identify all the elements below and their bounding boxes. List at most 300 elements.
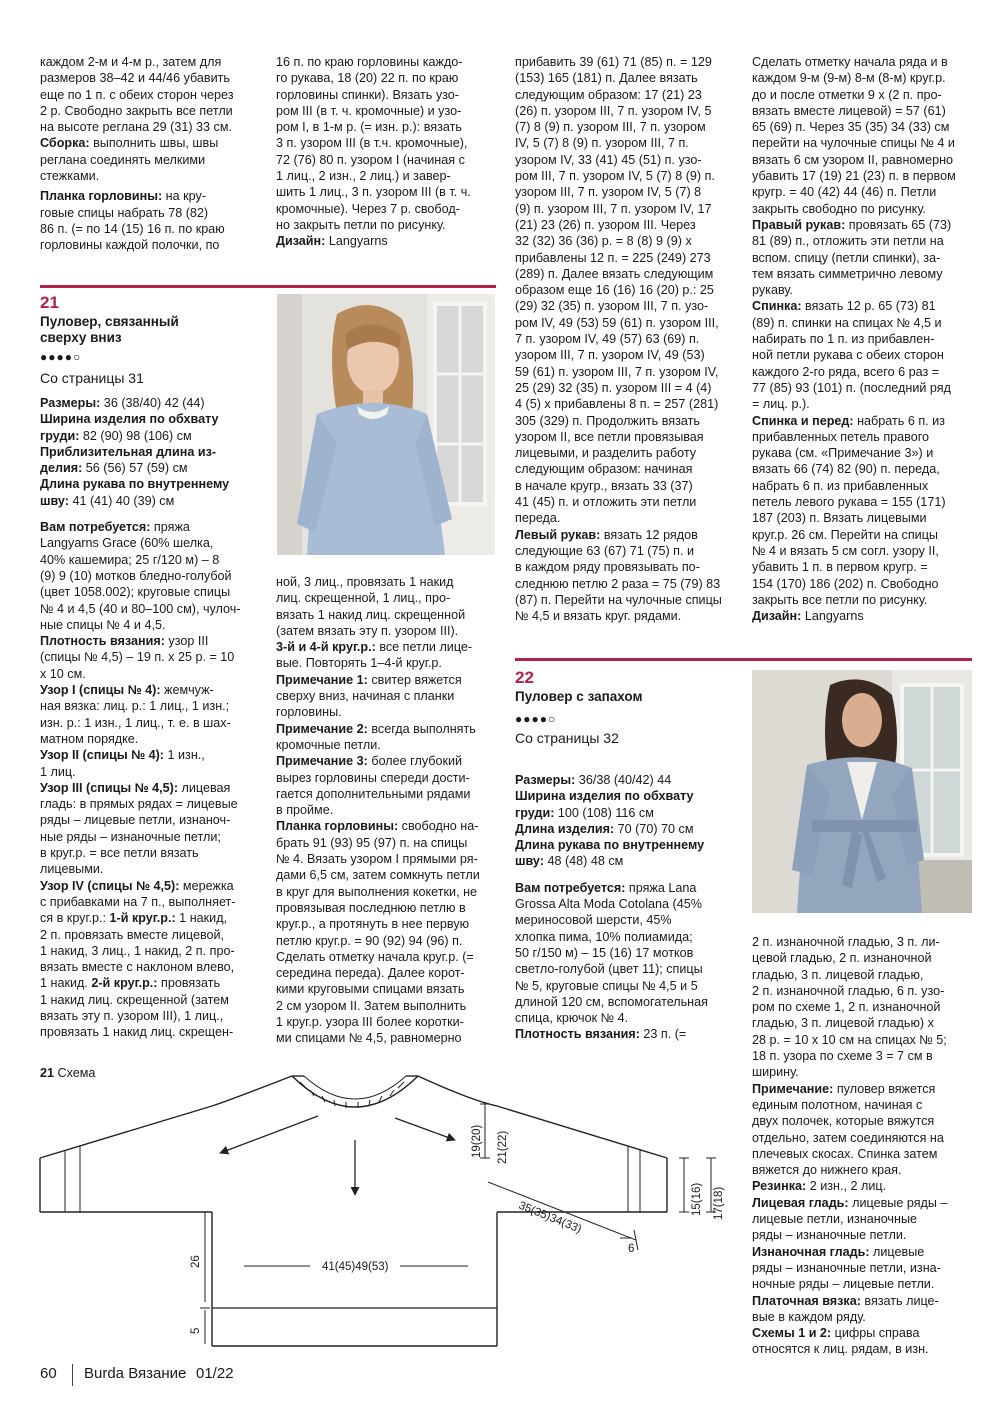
text-line — [752, 1178, 974, 1194]
text-line — [40, 715, 264, 731]
text-plain: 48 (48) 48 см — [543, 854, 624, 869]
text-line — [40, 731, 264, 747]
text-plain: ряды – изнаночные петли. — [752, 1228, 907, 1243]
text-line — [515, 347, 737, 363]
text-plain: ся в круг.р.: — [40, 911, 110, 926]
text-plain: 2 п. провязать вместе лицевой, — [40, 927, 225, 942]
text-plain: 1 накид, — [175, 911, 228, 926]
text-plain: вязать вместе с наклоном влево, — [40, 960, 235, 975]
text-plain: узор III — [164, 634, 209, 649]
text-plain: 1 накид лиц. скрещенной (затем — [40, 992, 229, 1007]
text-line — [276, 835, 498, 851]
footer-magazine: Burda Вязание — [84, 1365, 187, 1382]
text-plain: петлю круг.р. = 90 (92) 94 (96) п. — [276, 933, 463, 948]
text-line — [276, 884, 498, 900]
text-line — [40, 1024, 264, 1040]
schema-measure-sleeve: 35(35)34(33) — [516, 1199, 584, 1236]
text-plain: (29) 32 (35) п. узором III, 7 п. узо- — [515, 299, 709, 314]
text-line — [276, 721, 498, 737]
text-bold: Примечание 3: — [276, 754, 368, 769]
text-plain: следующим образом: начиная — [515, 462, 693, 477]
text-plain: ром по схеме 1, 2 п. изнаночной — [752, 1000, 941, 1015]
text-plain: лицевыми, и разделить работу — [515, 446, 697, 461]
text-line — [40, 411, 264, 427]
text-line — [276, 916, 498, 932]
text-bold: Длина рукава по внутреннему — [515, 838, 705, 853]
text-line — [40, 568, 264, 584]
text-line — [276, 949, 498, 965]
text-line — [752, 119, 974, 135]
text-line — [752, 266, 974, 282]
text-plain: 77 (85) 93 (101) п. (последний ряд — [752, 380, 951, 395]
text-line — [752, 70, 974, 86]
text-line — [276, 900, 498, 916]
text-line — [276, 786, 498, 802]
text-plain: в начале кругр., вязать 33 (37) — [515, 478, 693, 493]
text-plain: го рукава, 18 (20) 22 п. по краю — [276, 71, 459, 86]
text-line — [276, 965, 498, 981]
schema-measure-cuff-a: 15(16) — [691, 1182, 703, 1216]
text-plain: ширину. — [752, 1065, 799, 1080]
text-plain: Langyarns — [325, 234, 388, 249]
schema-left-shoulder — [212, 1076, 292, 1106]
text-plain: узором III, 7 п. узором IV, 49 (53) — [515, 348, 705, 363]
text-line — [276, 933, 498, 949]
text-bold: Схемы 1 и 2: — [752, 1326, 832, 1341]
text-plain: шить 1 лиц., 3 п. узором III (в т. ч. — [276, 185, 471, 200]
text-plain: (153) 165 (181) п. Далее вязать — [515, 71, 698, 86]
text-plain: 7 п. узором IV, 49 (57) 63 (69) п. — [515, 332, 700, 347]
text-line — [40, 633, 264, 649]
footer-separator — [72, 1364, 73, 1386]
text-line — [276, 607, 498, 623]
text-line — [515, 929, 740, 945]
text-plain: вязать 12 р. 65 (73) 81 — [801, 299, 936, 314]
text-bold: Левый рукав: — [515, 527, 601, 542]
text-line — [40, 460, 264, 476]
text-plain: прибавить 39 (61) 71 (85) п. = 129 — [515, 55, 712, 69]
text-line — [276, 655, 498, 671]
text-line — [40, 845, 264, 861]
text-line — [752, 494, 974, 510]
text-plain: на высоте реглана 29 (31) 33 см. — [40, 120, 232, 135]
text-line — [40, 584, 264, 600]
col1-mid-text — [40, 395, 264, 1041]
text-line — [276, 135, 498, 151]
schema-left-sleeve-top — [40, 1106, 212, 1158]
text-line — [752, 559, 974, 575]
footer-issue: 01/22 — [196, 1365, 234, 1382]
text-bold: Примечание 2: — [276, 721, 368, 736]
text-plain: круг.р., а протянуть в нее первую — [276, 917, 470, 932]
text-bold: Вам потребуется: — [40, 520, 151, 535]
text-plain: еще по 1 п. с обеих сторон через — [40, 87, 234, 102]
text-plain: ной петли рукава с обеих сторон — [752, 348, 944, 363]
text-bold: 3-й и 4-й круг.р.: — [276, 640, 376, 655]
text-line — [515, 54, 737, 70]
text-bold: Плотность вязания: — [40, 634, 165, 649]
text-plain: 2 п. изнаночной гладью, 3 п. ли- — [752, 935, 940, 949]
text-plain: единым полотном, начиная с — [752, 1097, 923, 1112]
text-line — [276, 54, 498, 70]
text-plain: ная вязка: лиц. р.: 1 лиц., 1 изн.; — [40, 699, 230, 714]
col4-bottom-text — [752, 934, 974, 1358]
text-plain: рукаву. — [752, 283, 793, 298]
section-21-rule — [40, 285, 496, 288]
text-line — [752, 347, 974, 363]
text-plain: кими круговыми спицами вязать — [276, 982, 465, 997]
text-plain: № 4. Вязать узором I прямыми ря- — [276, 852, 478, 867]
text-plain: ные ряды – изнаночные петли; — [40, 829, 221, 844]
text-line — [276, 672, 498, 688]
text-plain: ром IV, 49 (53) 59 (61) п. узором III, — [515, 315, 719, 330]
text-line — [40, 992, 264, 1008]
text-line — [752, 510, 974, 526]
text-plain: лицевые петли, изнаночные — [752, 1212, 918, 1227]
text-plain: кромочные). Через 7 р. свобод- — [276, 201, 460, 216]
text-plain: образом еще 16 (16) 16 (20) р.: 25 — [515, 283, 714, 298]
text-plain: № 5, круговые спицы № 4,5 и 5 — [515, 978, 698, 993]
text-plain: 305 (329) п. Продолжить вязать — [515, 413, 700, 428]
text-plain: лицевые — [869, 1244, 925, 1259]
text-bold: груди: — [515, 805, 555, 820]
text-bold: Размеры: — [40, 396, 101, 410]
text-line — [752, 54, 974, 70]
text-line — [515, 119, 737, 135]
schema-arrow-left — [220, 1116, 318, 1153]
text-bold: Узор II (спицы № 4): — [40, 748, 165, 763]
text-line — [515, 266, 737, 282]
text-plain: следующие 63 (67) 71 (75) п. и — [515, 543, 695, 558]
text-line — [515, 978, 740, 994]
text-plain: ром III, 7 п. узором IV, 5 (7) 8 (9) п. — [515, 169, 715, 184]
text-line — [515, 135, 737, 151]
text-plain: набирать по 1 п. из прибавлен- — [752, 332, 935, 347]
text-plain: кромочные петли. — [276, 737, 381, 752]
text-plain: ром III (в т. ч. кромочные) и узо- — [276, 103, 462, 118]
schema-arrow-right — [395, 1118, 455, 1140]
text-line — [40, 975, 264, 991]
text-plain: 1 круг.р. узора III более коротки- — [276, 1015, 464, 1030]
text-line — [40, 476, 264, 492]
text-plain: 187 (203) п. Вязать лицевыми — [752, 511, 927, 526]
text-line — [515, 298, 737, 314]
text-plain: плечевых скосах. Спинка затем — [752, 1146, 938, 1161]
text-line — [752, 250, 974, 266]
text-plain: лицевыми. — [40, 862, 104, 877]
schema-measure-body: 26 — [190, 1255, 202, 1268]
text-bold: Дизайн: — [752, 609, 802, 624]
text-plain: 154 (170) 186 (202) п. Свободно — [752, 576, 939, 591]
text-line — [752, 364, 974, 380]
text-line — [276, 802, 498, 818]
text-plain: лицевые ряды – — [848, 1195, 948, 1210]
text-plain: 56 (56) 57 (59) см — [82, 461, 188, 476]
text-line — [276, 201, 498, 217]
text-line — [276, 119, 498, 135]
text-plain: вязать вместе лицевой) = 57 (61) — [752, 103, 946, 118]
text-line — [40, 119, 262, 135]
text-bold: Ширина изделия по обхвату — [40, 412, 219, 427]
text-plain: 4 (5) х прибавлены 8 п. = 257 (281) — [515, 397, 719, 412]
text-bold: Планка горловины: — [276, 819, 399, 834]
text-plain: матном порядке. — [40, 731, 139, 746]
text-plain: ряды – изнаночные петли, изна- — [752, 1260, 941, 1275]
text-line — [40, 552, 264, 568]
text-line — [40, 395, 264, 411]
section-21-title — [40, 314, 179, 346]
text-line — [752, 1162, 974, 1178]
text-line — [752, 1146, 974, 1162]
text-line — [752, 152, 974, 168]
schema-label-number: 21 — [40, 1066, 55, 1080]
text-plain: рукава (см. «Примечание 3») и — [752, 446, 934, 461]
text-plain: вязать эту п. узором III), 1 лиц., — [40, 1008, 224, 1023]
text-bold: Узор I (спицы № 4): — [40, 683, 161, 698]
section-21-title-line2: сверху вниз — [40, 330, 122, 345]
text-plain: 25 (29) 32 (35) п. узором III = 4 (4) — [515, 380, 712, 395]
text-line — [40, 747, 264, 763]
text-plain: Сделать отметку начала круг.р. (= — [276, 949, 474, 964]
text-plain: 70 (70) 70 см — [614, 821, 694, 836]
text-line — [276, 998, 498, 1014]
text-plain: горловины. — [276, 705, 342, 720]
text-line — [752, 217, 974, 233]
text-plain: № 4,5 и вязать круг. рядами. — [515, 609, 682, 624]
text-line — [276, 851, 498, 867]
text-plain: 28 р. = 10 х 10 см на спицах № 5; — [752, 1032, 947, 1047]
section-22-difficulty: ●●●●○ — [515, 712, 557, 726]
text-plain: длиной 120 см, вспомогательная — [515, 994, 708, 1009]
text-plain: 1 накид, 3 лиц., 1 накид, 2 п. про- — [40, 943, 235, 958]
text-plain: петель левого рукава = 155 (171) — [752, 495, 946, 510]
text-line — [515, 217, 737, 233]
text-line — [515, 896, 740, 912]
text-plain: 82 (90) 98 (106) см — [79, 428, 192, 443]
text-bold: Вам потребуется: — [515, 880, 626, 895]
text-plain: каждом 2-м и 4-м р., затем для — [40, 55, 222, 69]
text-plain: провязать 65 (73) — [845, 217, 952, 232]
text-line — [40, 152, 262, 168]
text-plain: цифры справа — [831, 1326, 920, 1341]
text-bold: Дизайн: — [276, 234, 326, 249]
text-bold: Размеры: — [515, 773, 576, 787]
text-line — [752, 1341, 974, 1357]
text-line — [515, 315, 737, 331]
text-line — [515, 461, 737, 477]
text-line — [752, 1244, 974, 1260]
text-plain: ной, 3 лиц., провязать 1 накид — [276, 575, 454, 589]
text-line — [515, 527, 737, 543]
col2-mid-text — [276, 574, 498, 1047]
text-line — [515, 853, 740, 869]
text-plain: (87) п. Перейти на чулочные спицы — [515, 592, 722, 607]
text-plain: 59 (61) п. узором III, 7 п. узором IV, — [515, 364, 719, 379]
text-plain: но закрыть петли по рисунку. — [276, 217, 446, 232]
text-plain: (89) п. спинки на спицах № 4,5 и — [752, 315, 942, 330]
text-line — [515, 168, 737, 184]
text-line — [276, 574, 498, 590]
text-plain: в пройме. — [276, 803, 334, 818]
text-plain: вязать лице- — [860, 1293, 939, 1308]
text-plain: двух полочек, которые вяжутся — [752, 1114, 935, 1129]
text-line — [40, 910, 264, 926]
text-line — [515, 364, 737, 380]
text-plain: размеров 38–42 и 44/46 убавить — [40, 71, 230, 86]
text-bold: шву: — [40, 493, 69, 508]
text-line — [515, 608, 737, 624]
text-plain: 100 (108) 116 см — [554, 805, 654, 820]
text-plain: узором IV, 33 (41) 45 (51) п. узо- — [515, 152, 702, 167]
text-line — [40, 829, 264, 845]
text-plain: (цвет 1058.002); круговые спицы — [40, 585, 231, 600]
text-plain: ми спицами № 4,5, равномерно — [276, 1031, 462, 1046]
text-line — [40, 535, 264, 551]
text-plain: ром I, в 1-м р. (= изн. р.): вязать — [276, 120, 462, 135]
text-plain: следнюю петлю 2 раза = 75 (79) 83 — [515, 576, 721, 591]
text-line — [276, 152, 498, 168]
text-plain: 36/38 (40/42) 44 — [575, 773, 672, 787]
text-line — [515, 837, 740, 853]
text-plain: 2 р. Свободно закрыть все петли — [40, 103, 233, 118]
text-line — [40, 205, 262, 221]
text-plain: горловины спинки). Вязать узо- — [276, 87, 459, 102]
text-plain: 18 п. узора по схеме 3 = 7 см в — [752, 1049, 933, 1064]
text-plain: лицевая — [178, 780, 231, 795]
text-plain: относятся к лиц. рядам, в изн. — [752, 1342, 929, 1357]
photo-sweater-22 — [752, 670, 972, 913]
text-line — [752, 1064, 974, 1080]
text-line — [40, 103, 262, 119]
text-plain: (21) 23 (26) п. узором III. Через — [515, 217, 696, 232]
text-line — [40, 428, 264, 444]
text-plain: пряжа Lana — [625, 880, 697, 895]
col3-text — [515, 54, 737, 624]
text-plain: 1 лиц. — [40, 764, 76, 779]
text-plain: (9) п. узором III, 7 п. узором IV, 17 — [515, 201, 712, 216]
text-plain: горловины каждой полочки, по — [40, 238, 220, 253]
text-line — [276, 688, 498, 704]
text-bold: груди: — [40, 428, 80, 443]
section-21-title-line1: Пуловер, связанный — [40, 314, 179, 329]
text-plain: 40% кашемира; 25 г/120 м) – 8 — [40, 552, 220, 567]
text-line — [515, 994, 740, 1010]
text-plain: каждого 2-го ряда, всего 6 раз = — [752, 364, 940, 379]
text-plain: (26) п. узором III, 7 п. узором IV, 5 — [515, 103, 712, 118]
text-line — [515, 494, 737, 510]
text-line — [752, 1195, 974, 1211]
text-line — [752, 315, 974, 331]
text-plain: на кру- — [162, 189, 207, 204]
text-plain: ряды – лицевые петли, изнаноч- — [40, 813, 231, 828]
text-line — [276, 70, 498, 86]
text-bold: Правый рукав: — [752, 217, 846, 232]
text-line — [752, 103, 974, 119]
text-bold: Спинка и перед: — [752, 413, 854, 428]
text-line — [752, 1097, 974, 1113]
text-plain: 1 лиц., 2 изн., 2 лиц.) и завер- — [276, 169, 451, 184]
text-plain: убавить 17 (19) 21 (23) п. в первом — [752, 169, 956, 184]
text-plain: изн. р.: 1 изн., 1 лиц., т. е. в шах- — [40, 715, 231, 730]
text-line — [515, 184, 737, 200]
text-plain: провязывая последнюю петлю в — [276, 900, 466, 915]
text-line — [752, 934, 974, 950]
text-line — [40, 878, 264, 894]
text-plain: 32 (32) 36 (36) р. = 8 (8) 9 (9) х — [515, 234, 692, 249]
text-plain: 50 г/150 м) – 15 (16) 17 мотков — [515, 945, 694, 960]
text-line — [40, 861, 264, 877]
text-line — [752, 1211, 974, 1227]
text-plain: гладью, 3 п. лицевой гладью) х — [752, 1016, 934, 1031]
text-bold: Длина рукава по внутреннему — [40, 477, 230, 492]
text-plain: набрать 6 п. из — [853, 413, 945, 428]
text-plain: более глубокий — [367, 754, 463, 769]
text-line — [40, 221, 262, 237]
text-line — [515, 331, 737, 347]
text-line — [752, 967, 974, 983]
text-line — [752, 1276, 974, 1292]
text-bold: Лицевая гладь: — [752, 1195, 849, 1210]
text-plain: 2 см узором II. Затем выполнить — [276, 998, 467, 1013]
text-plain: мережка — [179, 878, 234, 893]
text-plain: все петли лице- — [375, 640, 473, 655]
text-plain: узором III, 7 п. узором IV, 5 (7) 8 — [515, 185, 702, 200]
text-line — [276, 184, 498, 200]
text-line — [515, 445, 737, 461]
text-plain: вязать 6 см узором II, равномерно — [752, 152, 954, 167]
text-plain: 41 (41) 40 (39) см — [68, 493, 175, 508]
text-line — [752, 1227, 974, 1243]
schema-measure-cuff-b: 17(18) — [713, 1186, 725, 1220]
text-plain: убавить 1 п. в первом кругр. = — [752, 560, 928, 575]
text-line — [752, 396, 974, 412]
text-plain: дами 6,5 см, затем сомкнуть петли — [276, 868, 480, 883]
text-line — [752, 527, 974, 543]
text-plain: вязать 1 накид лиц. скрещенной — [276, 607, 466, 622]
text-plain: Grossa Alta Moda Cotolana (45% — [515, 897, 702, 912]
text-line — [40, 927, 264, 943]
text-plain: (7) 8 (9) п. узором III, 7 п. узором — [515, 120, 706, 135]
text-line — [752, 233, 974, 249]
text-line — [515, 543, 737, 559]
text-plain: 3 п. узором III (в т.ч. кромочные), — [276, 136, 468, 151]
schema-label-text: Схема — [54, 1066, 96, 1080]
text-line — [752, 1015, 974, 1031]
text-plain: 2 изн., 2 лиц. — [806, 1179, 887, 1194]
text-plain: спица, крючок № 4. — [515, 1011, 629, 1026]
text-plain: IV, 5 (7) 8 (9) п. узором III, 7 п. — [515, 136, 689, 151]
text-bold: Плотность вязания: — [515, 1027, 640, 1042]
text-line — [276, 87, 498, 103]
text-bold: Платочная вязка: — [752, 1293, 861, 1308]
text-line — [752, 1293, 974, 1309]
text-line — [40, 649, 264, 665]
schema-measure-raglan-right: 21(22) — [497, 1130, 509, 1164]
text-bold: Узор IV (спицы № 4,5): — [40, 878, 180, 893]
text-line — [515, 945, 740, 961]
text-plain: перейти на чулочные спицы № 4 и — [752, 136, 955, 151]
text-bold: делия: — [40, 461, 83, 476]
text-line — [752, 608, 974, 624]
text-plain: гладь: в прямых рядах = лицевые — [40, 797, 238, 812]
text-line — [276, 590, 498, 606]
text-line — [515, 103, 737, 119]
text-line — [40, 444, 264, 460]
text-plain: 23 п. (= — [639, 1027, 687, 1042]
text-line — [752, 1325, 974, 1341]
text-line — [515, 772, 740, 788]
text-plain: всегда выполнять — [367, 721, 476, 736]
